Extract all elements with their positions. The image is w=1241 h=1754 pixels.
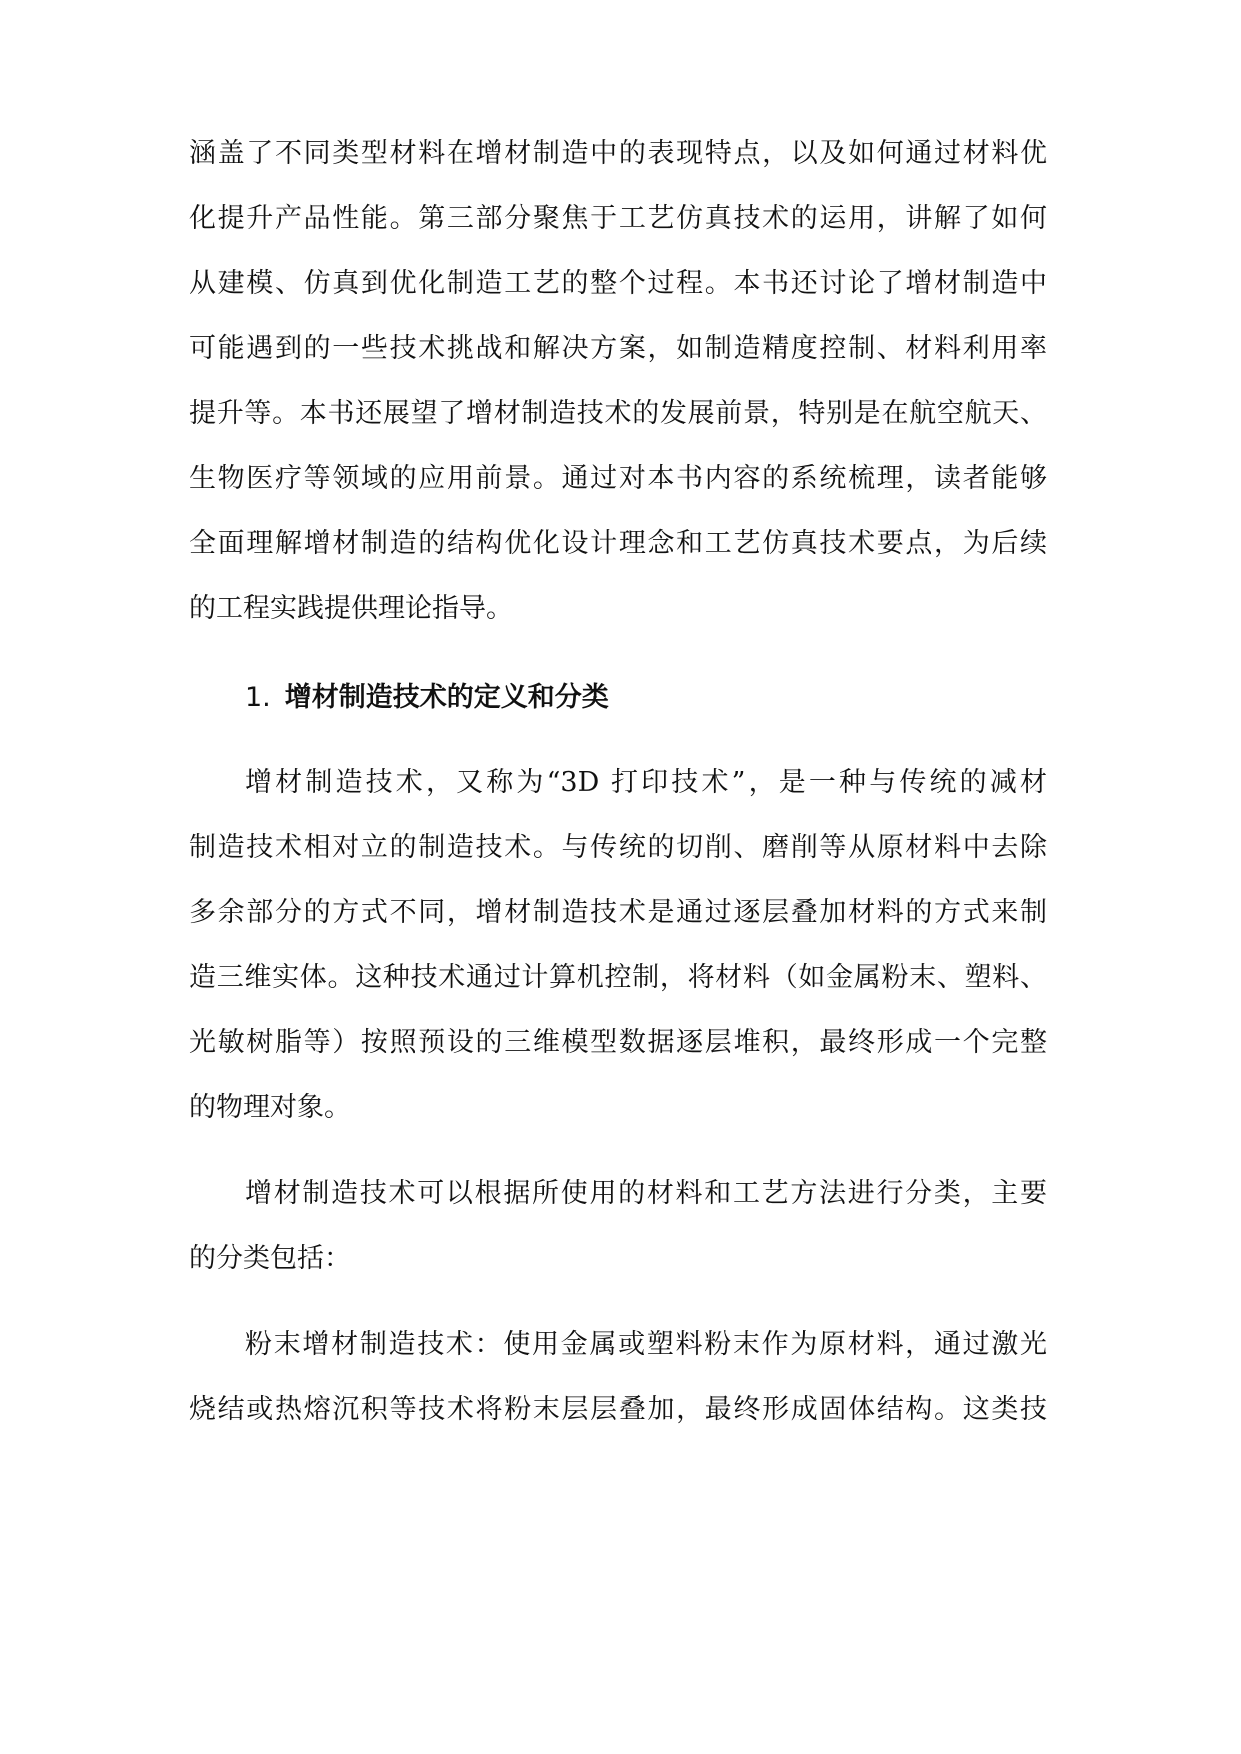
paragraph-line: 多余部分的方式不同，增材制造技术是通过逐层叠加材料的方式来制: [189, 897, 1047, 928]
intro-line: 全面理解增材制造的结构优化设计理念和工艺仿真技术要点，为后续: [189, 528, 1047, 559]
paragraph-line: 造三维实体。这种技术通过计算机控制，将材料（如金属粉末、塑料、: [189, 962, 1047, 993]
intro-line: 化提升产品性能。第三部分聚焦于工艺仿真技术的运用，讲解了如何: [189, 203, 1047, 234]
paragraph-line: 制造技术相对立的制造技术。与传统的切削、磨削等从原材料中去除: [189, 832, 1047, 863]
intro-line: 生物医疗等领域的应用前景。通过对本书内容的系统梳理，读者能够: [189, 463, 1047, 494]
intro-line: 可能遇到的一些技术挑战和解决方案，如制造精度控制、材料利用率: [189, 333, 1047, 364]
section-title: 增材制造技术的定义和分类: [284, 682, 609, 713]
paragraph-line: 粉末增材制造技术：使用金属或塑料粉末作为原材料，通过激光: [245, 1329, 1047, 1360]
paragraph-line: 烧结或热熔沉积等技术将粉末层层叠加，最终形成固体结构。这类技: [189, 1394, 1047, 1425]
paragraph-line: 光敏树脂等）按照预设的三维模型数据逐层堆积，最终形成一个完整: [189, 1027, 1047, 1058]
intro-line: 涵盖了不同类型材料在增材制造中的表现特点，以及如何通过材料优: [189, 138, 1047, 169]
section-number: 1.: [245, 682, 271, 713]
intro-line: 提升等。本书还展望了增材制造技术的发展前景，特别是在航空航天、: [189, 398, 1047, 429]
paragraph-line: 的分类包括：: [189, 1243, 351, 1274]
section-heading: [245, 680, 609, 716]
paragraph-line: 增材制造技术可以根据所使用的材料和工艺方法进行分类，主要: [245, 1178, 1047, 1209]
paragraph-line: 增材制造技术，又称为“3D 打印技术”，是一种与传统的减材: [245, 767, 1047, 798]
intro-line: 的工程实践提供理论指导。: [189, 593, 513, 624]
paragraph-line: 的物理对象。: [189, 1092, 351, 1123]
intro-line: 从建模、仿真到优化制造工艺的整个过程。本书还讨论了增材制造中: [189, 268, 1047, 299]
